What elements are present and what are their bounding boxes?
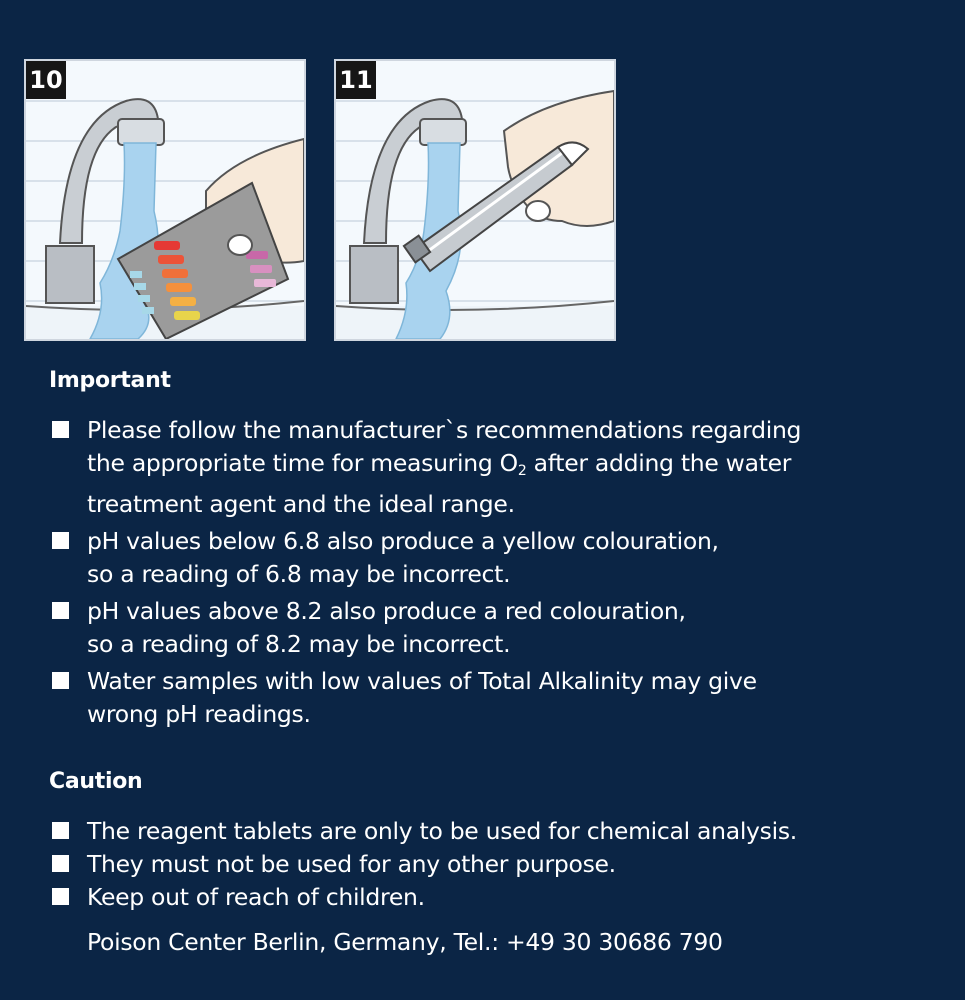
poison-center-contact: Poison Center Berlin, Germany, Tel.: +49 30 30686 790 xyxy=(87,928,723,956)
list-item: Keep out of reach of children. xyxy=(49,881,797,914)
step-number-11: 11 xyxy=(336,61,376,99)
list-item: Please follow the manufacturer`s recommendations regarding the appropriate time for measuring O2 after adding the water treatment agent and the ideal range. xyxy=(49,414,801,521)
square-bullet-icon xyxy=(52,672,69,689)
square-bullet-icon xyxy=(52,855,69,872)
list-item: The reagent tablets are only to be used for chemical analysis. xyxy=(49,815,797,848)
square-bullet-icon xyxy=(52,532,69,549)
list-item: pH values below 6.8 also produce a yellow colouration, so a reading of 6.8 may be incorrect. xyxy=(49,525,801,591)
faucet-with-color-chart-card-icon xyxy=(26,61,304,339)
step-number-10: 10 xyxy=(26,61,66,99)
faucet-with-test-tube-icon xyxy=(336,61,614,339)
square-bullet-icon xyxy=(52,602,69,619)
caution-heading: Caution xyxy=(49,769,143,794)
important-list xyxy=(49,414,801,731)
list-item: pH values above 8.2 also produce a red colouration, so a reading of 8.2 may be incorrect. xyxy=(49,595,801,661)
list-item: They must not be used for any other purpose. xyxy=(49,848,797,881)
caution-list xyxy=(49,815,797,914)
list-item: Water samples with low values of Total Alkalinity may give wrong pH readings. xyxy=(49,665,801,731)
square-bullet-icon xyxy=(52,421,69,438)
square-bullet-icon xyxy=(52,888,69,905)
illustration-step-11 xyxy=(334,59,616,341)
important-heading: Important xyxy=(49,368,171,393)
illustration-step-10 xyxy=(24,59,306,341)
square-bullet-icon xyxy=(52,822,69,839)
